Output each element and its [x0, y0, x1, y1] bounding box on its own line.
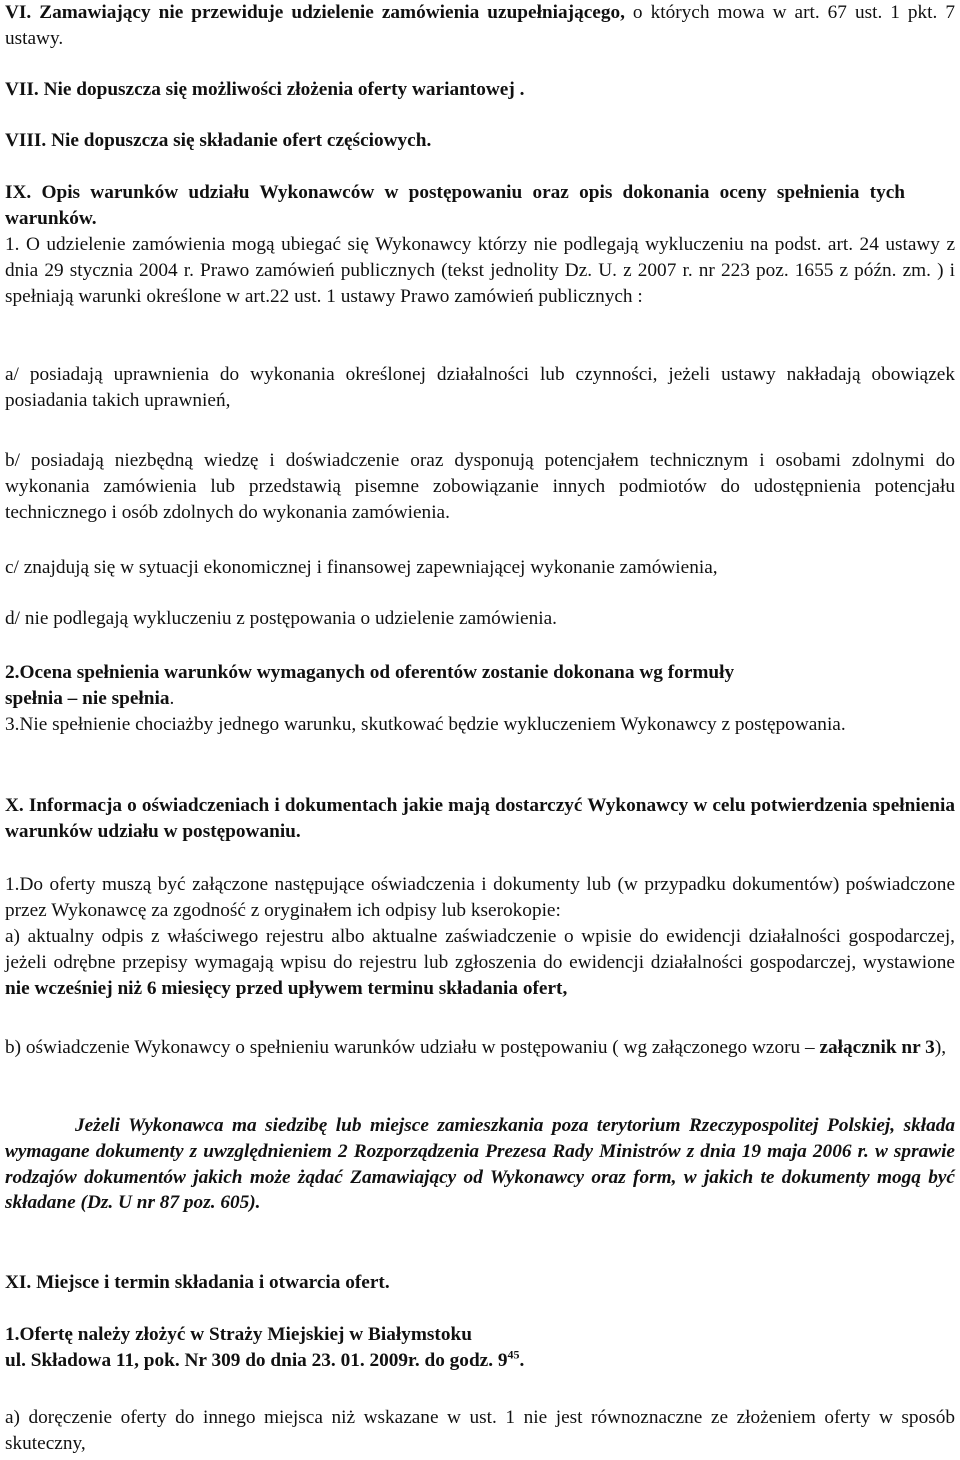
section-vi-rest: o których mowa w art. 67 ust. 1 pkt. 7 ustawy. — [5, 2, 955, 49]
section-ix-item-c: c/ znajdują się w sytuacji ekonomicznej i finansowej zapewniającej wykonanie zamówienia, — [5, 557, 718, 578]
point-1-end: . — [519, 1349, 525, 1371]
point-2-formula: spełnia – nie spełnia — [5, 687, 170, 709]
item-a-deadline: nie wcześniej niż 6 miesięcy przed upływem terminu składania ofert, — [5, 977, 568, 999]
section-x-item-b — [5, 1035, 955, 1061]
section-x-item-a — [5, 924, 955, 1001]
item-b-attachment: załącznik nr 3 — [819, 1037, 935, 1058]
point-1-line-2: ul. Składowa 11, pok. Nr 309 do dnia 23. 01. 2009r. do godz. 9 — [5, 1349, 508, 1371]
section-x-foreign-note: Jeżeli Wykonawca ma siedzibę lub miejsce zamieszkania poza terytorium Rzeczypospolitej Polskiej, składa wymagane dokumenty z uwzględnieniem 2 Rozporządzenia Prezesa Rady Ministrów z dnia 19 maja 2006 r. w sprawie rodzajów dokumentów jakich może żądać Zamawiający od Wykonawcy oraz form, w jakich te dokumenty mogą być składane (Dz. U nr 87 poz. 605). — [5, 1115, 955, 1214]
section-xi-heading: XI. Miejsce i termin składania i otwarcia ofert. — [5, 1272, 390, 1293]
hour-minutes: 45 — [507, 1347, 520, 1362]
section-viii: VIII. Nie dopuszcza się składanie ofert częściowych. — [5, 130, 432, 151]
section-ix-item-d: d/ nie podlegają wykluczeniu z postępowania o udzielenie zamówienia. — [5, 608, 557, 629]
section-ix-item-b: b/ posiadają niezbędną wiedzę i doświadczenie oraz dysponują potencjałem technicznym i osobami zdolnymi do wykonania zamówienia lub przedstawią pisemne zobowiązanie innych podmiotów do udostępnienia potencjału technicznego i osób zdolnych do wykonania zamówienia. — [5, 450, 955, 523]
section-ix-item-a: a/ posiadają uprawnienia do wykonania określonej działalności lub czynności, jeżeli ustawy nakładają obowiązek posiadania takich uprawnień, — [5, 364, 955, 411]
point-2-end: . — [169, 687, 175, 709]
item-b-end: ), — [934, 1037, 947, 1058]
section-xi-point-1 — [5, 1322, 955, 1374]
item-a-text: a) aktualny odpis z właściwego rejestru albo aktualne zaświadczenie o wpisie do ewidencji działalności gospodarczej, jeżeli odrębne przepisy wymagają wpisu do rejestru lub zgłoszenia do ewidencji działalności gospodarczej, wystawione — [5, 926, 955, 973]
section-ix-point-2 — [5, 660, 955, 712]
point-1-line-1: 1.Ofertę należy złożyć w Straży Miejskiej w Białymstoku — [5, 1324, 472, 1345]
section-ix-point-1: 1. O udzielenie zamówienia mogą ubiegać się Wykonawcy którzy nie podlegają wykluczeniu na podst. art. 24 ustawy z dnia 29 stycznia 2004 r. Prawo zamówień publicznych (tekst jednolity Dz. U. z 2007 r. nr 223 poz. 1655 z późn. zm. ) i spełniają warunki określone w art.22 ust. 1 ustawy Prawo zamówień publicznych : — [5, 234, 955, 307]
section-x-point-1: 1.Do oferty muszą być załączone następujące oświadczenia i dokumenty lub (w przypadku dokumentów) poświadczone przez Wykonawcę za zgodność z oryginałem ich odpisy lub kserokopie: — [5, 874, 955, 921]
point-2-text: 2.Ocena spełnienia warunków wymaganych od oferentów zostanie dokonana wg formuły — [5, 662, 735, 683]
section-ix-heading: IX. Opis warunków udziału Wykonawców w postępowaniu oraz opis dokonania oceny spełnienia tych warunków. — [5, 182, 905, 229]
section-vi — [5, 0, 955, 52]
section-vii: VII. Nie dopuszcza się możliwości złożenia oferty wariantowej . — [5, 79, 525, 100]
section-ix-point-3: 3.Nie spełnienie chociażby jednego warunku, skutkować będzie wykluczeniem Wykonawcy z postępowania. — [5, 714, 846, 735]
item-b-text: b) oświadczenie Wykonawcy o spełnieniu warunków udziału w postępowaniu ( wg załączonego wzoru – — [5, 1037, 820, 1058]
section-xi-item-a: a) doręczenie oferty do innego miejsca niż wskazane w ust. 1 nie jest równoznaczne ze złożeniem oferty w sposób skuteczny, — [5, 1407, 955, 1454]
section-vi-bold: VI. Zamawiający nie przewiduje udzielenie zamówienia uzupełniającego, — [5, 2, 625, 23]
section-x-heading: X. Informacja o oświadczeniach i dokumentach jakie mają dostarczyć Wykonawcy w celu potwierdzenia spełnienia warunków udziału w postępowaniu. — [5, 795, 955, 842]
